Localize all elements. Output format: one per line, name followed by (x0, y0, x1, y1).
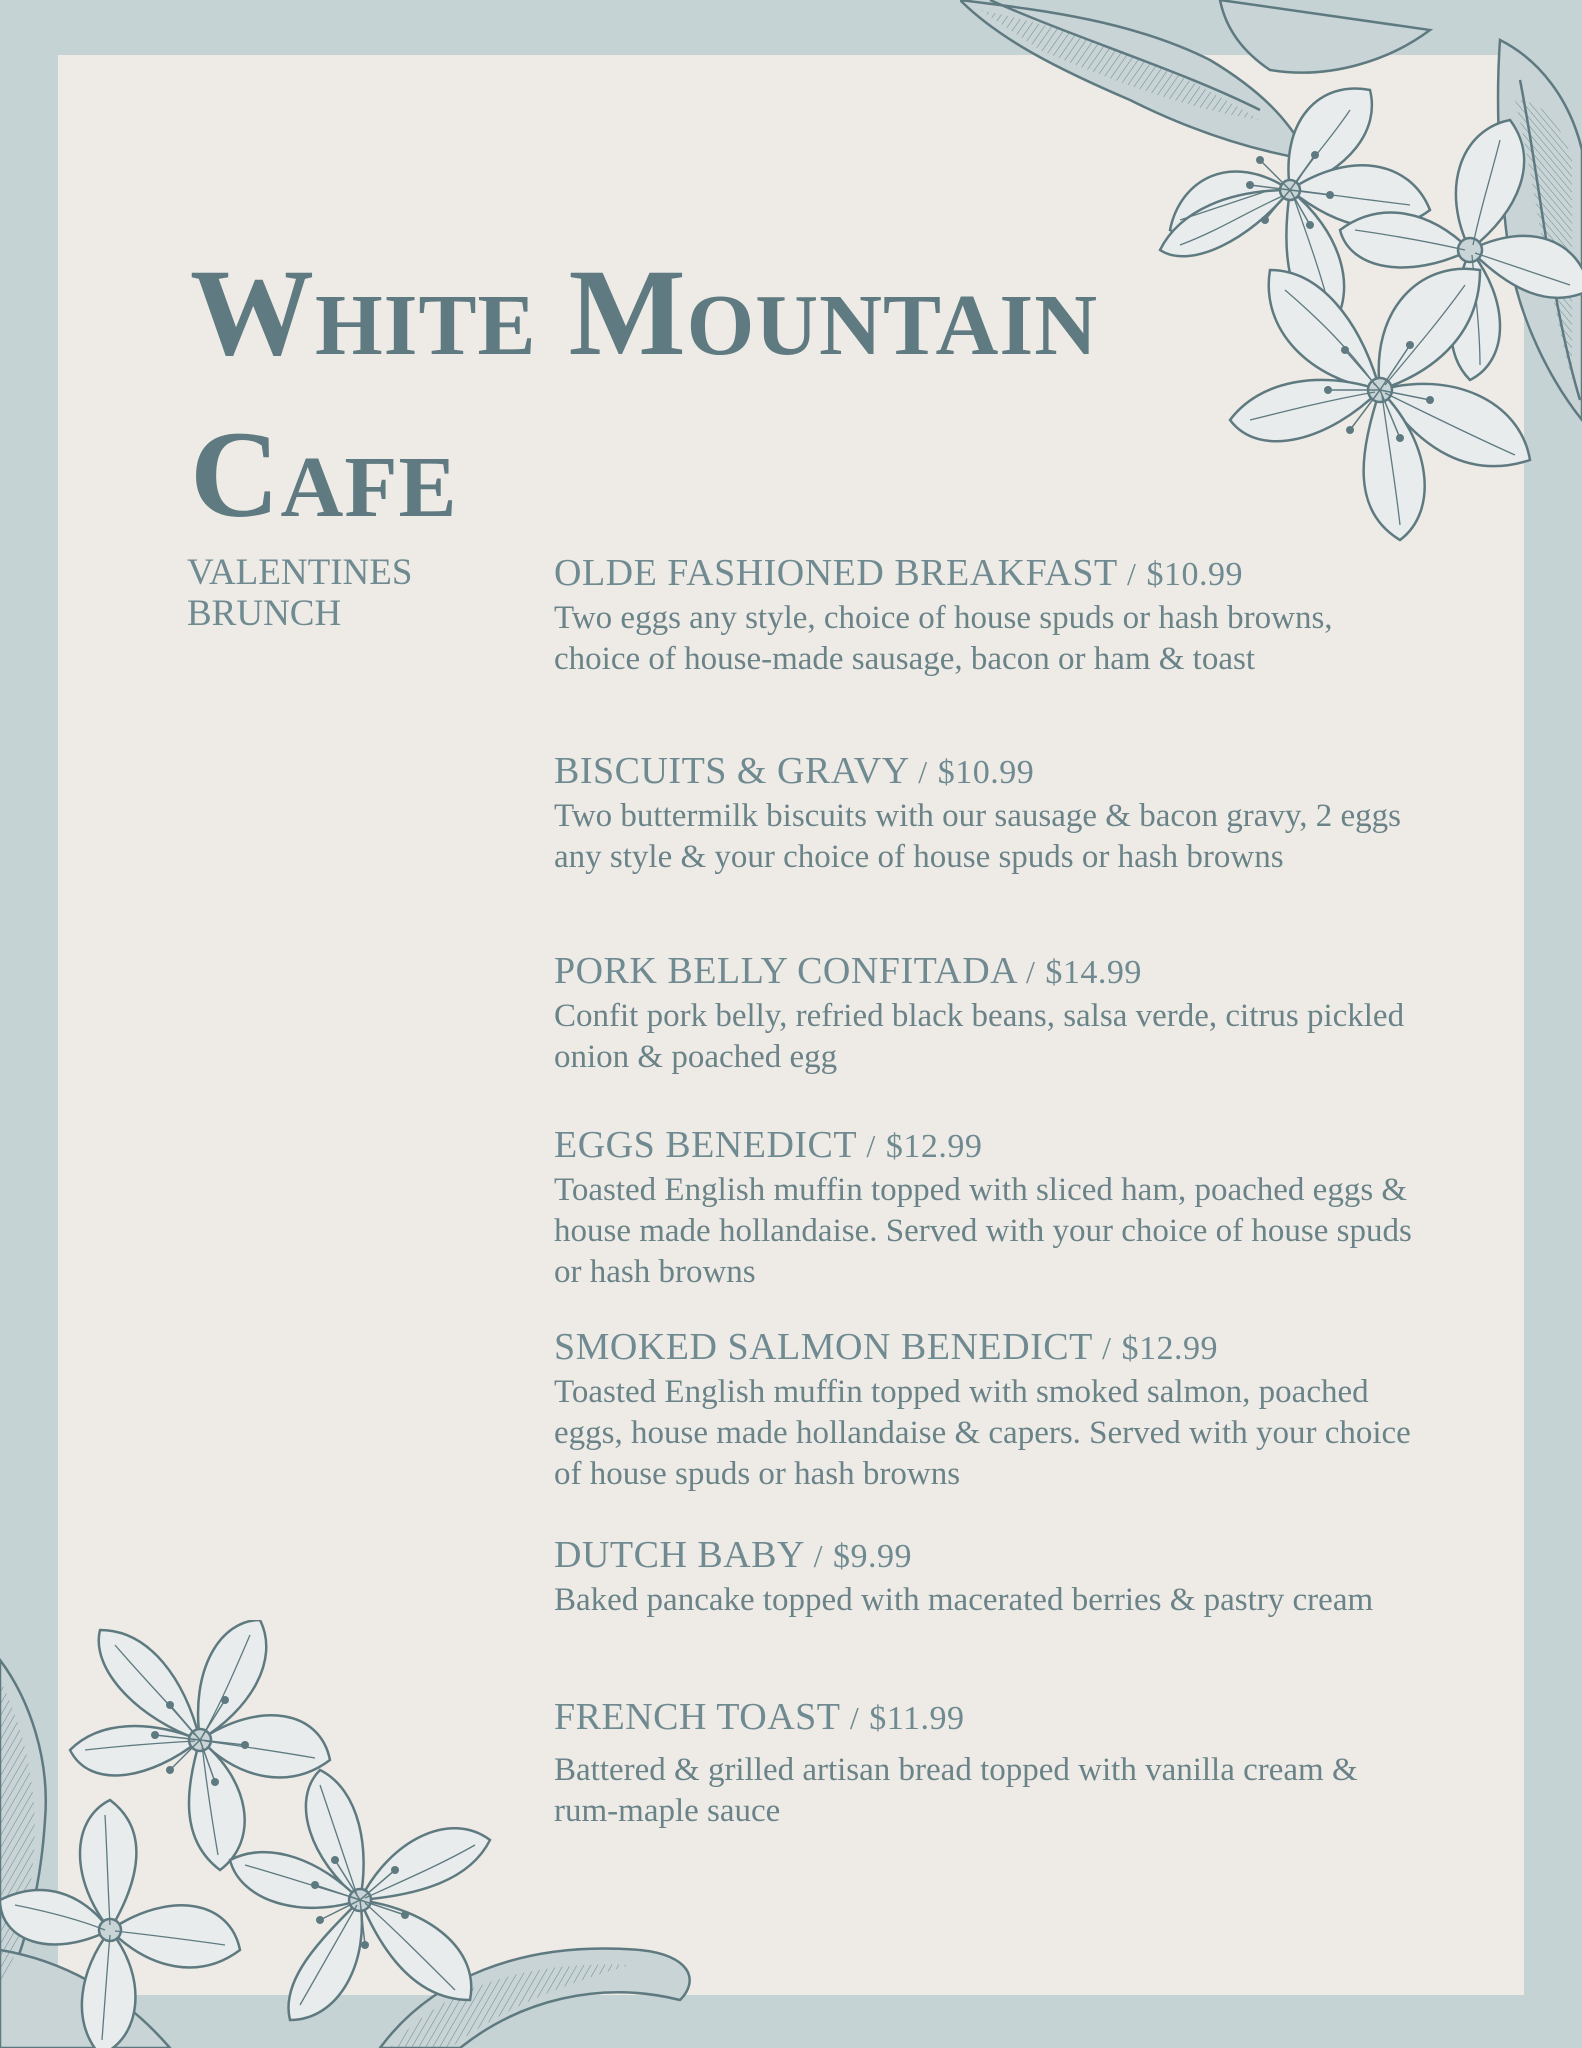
menu-item-heading (554, 748, 1414, 796)
menu-item-heading (554, 948, 1414, 996)
menu-item (554, 1694, 1414, 1832)
restaurant-name-line-1: White Mountain (190, 244, 1099, 381)
menu-item (554, 1532, 1414, 1621)
menu-item-heading (554, 1122, 1414, 1170)
menu-item (554, 948, 1414, 1078)
menu-item-price: $12.99 (1121, 1330, 1218, 1367)
menu-item-price: $9.99 (832, 1538, 912, 1575)
menu-item-description: Confit pork belly, refried black beans, salsa verde, citrus pickled onion & poached egg (554, 998, 1405, 1075)
menu-item-price: $12.99 (885, 1128, 983, 1165)
menu-item-name: DUTCH BABY (554, 1534, 804, 1576)
menu-item-name: PORK BELLY CONFITADA (554, 950, 1016, 992)
menu-item-description: Two eggs any style, choice of house spuds or hash browns, choice of house-made sausage, bacon or ham & toast (554, 600, 1333, 677)
menu-item-price: $14.99 (1045, 954, 1142, 991)
menu-item-separator: / (866, 1128, 876, 1164)
menu-item-name: BISCUITS & GRAVY (554, 750, 909, 792)
menu-item-name: OLDE FASHIONED BREAKFAST (554, 552, 1118, 594)
menu-item-heading (554, 1532, 1414, 1580)
restaurant-name-line-2: Cafe (190, 406, 458, 543)
menu-item-separator: / (1102, 1330, 1112, 1366)
menu-item-price: $10.99 (937, 754, 1035, 791)
menu-item-heading (554, 1324, 1414, 1372)
menu-item-separator: / (849, 1700, 860, 1736)
menu-item-description: Baked pancake topped with macerated berries & pastry cream (554, 1582, 1374, 1618)
menu-item-separator: / (918, 754, 928, 790)
menu-item-price: $11.99 (869, 1700, 965, 1737)
menu-item-separator: / (813, 1538, 823, 1574)
menu-item-heading (554, 550, 1414, 598)
menu-item (554, 748, 1414, 878)
menu-item (554, 1324, 1414, 1495)
menu-item (554, 1122, 1414, 1293)
menu-item-name: EGGS BENEDICT (554, 1124, 857, 1166)
menu-item-description: Two buttermilk biscuits with our sausage & bacon gravy, 2 eggs any style & your choice of house spuds or hash browns (554, 798, 1401, 875)
floral-decoration-bottom-left (0, 1620, 700, 2048)
menu-item-separator: / (1026, 954, 1036, 990)
menu-item-name: SMOKED SALMON BENEDICT (554, 1326, 1093, 1368)
menu-item-price: $10.99 (1146, 556, 1243, 593)
menu-item-separator: / (1127, 556, 1137, 592)
menu-item-heading (554, 1694, 1414, 1742)
restaurant-name (190, 232, 1098, 556)
flower-illustration-icon (0, 1620, 700, 2048)
menu-item-description: Toasted English muffin topped with sliced ham, poached eggs & house made hollandaise. Served with your choice of house spuds or hash browns (554, 1172, 1412, 1290)
section-label: VALENTINES BRUNCH (187, 552, 413, 634)
menu-item-name: FRENCH TOAST (554, 1696, 840, 1738)
menu-item-description: Battered & grilled artisan bread topped with vanilla cream & rum-maple sauce (554, 1752, 1358, 1829)
menu-item-description: Toasted English muffin topped with smoked salmon, poached eggs, house made hollandaise & capers. Served with your choice of house spuds or hash browns (554, 1374, 1411, 1492)
menu-item (554, 550, 1414, 680)
